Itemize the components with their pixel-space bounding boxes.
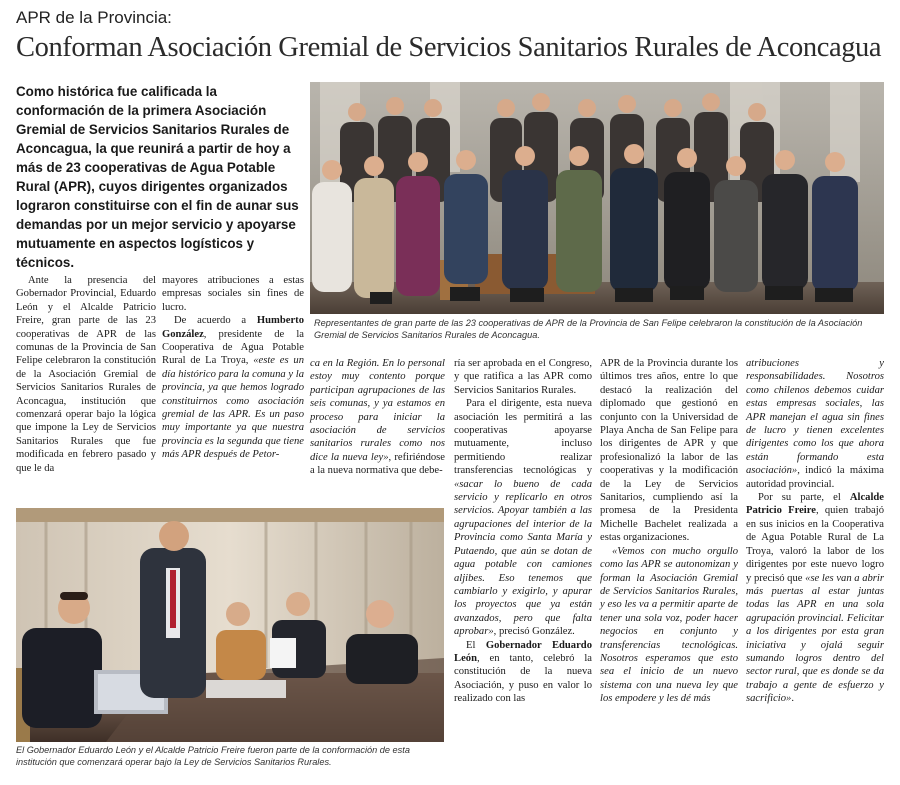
paragraph: ría ser aprobada en el Congreso, y que ratifica a las APR como Servicios Sanitarios Rurales. — [454, 358, 592, 396]
paragraph: mayores atribuciones a estas empresas sociales sin fines de lucro. — [162, 275, 304, 313]
body-column-5 — [600, 357, 738, 706]
quote: «este es un día histórico para la comuna y la provincia, ya que hemos logrado constituirnos como asociación gremial de las APR. Es un paso muy importante ya que nuestra provincia es la segunda que tiene más APR después de Petor- — [162, 355, 304, 461]
quote: «Vemos con mucho orgullo como las APR se autonomizan y forman la Asociación Gremial de Servicios Sanitarios Rurales, y eso les va a permitir aparte de tener una sola voz, poder hacer negocios en conjunto y transferencias tecnológicas. Nosotros esperamos que esto sea el inicio de un nuevo sistema con una nueva ley que los empodere y les dé más — [600, 545, 738, 705]
paragraph: Por su parte, el Alcalde Patricio Freire, quien trabajó en sus inicios en la Cooperativa de Agua Potable Rural de La Troya, valoró la labor de los dirigentes por este nuevo logro y precisó que «se les van a abrir más puertas al estar juntas todas las APR en una sola agrupación provincial. Felicitar a los dirigentes por esta gran iniciativa y ojalá seguir sumando logros dentro del sector rural, que es donde se da trabajo a gente de esfuerzo y sacrificio». — [746, 492, 884, 705]
section-label: APR de la Provincia: — [16, 8, 172, 27]
quote: ca en la Región. En lo personal estoy muy contento porque participan agrupaciones de las seis comunas, y ya estamos en proceso para iniciar la asociación de servicios sanitarios rurales como nos dice la nueva ley» — [310, 358, 445, 463]
body-column-4 — [454, 357, 592, 706]
officials-photo-caption: El Gobernador Eduardo León y el Alcalde Patricio Freire fueron parte de la conformación de esta institución que comenzará operar bajo la Ley de Servicios Sanitarios Rurales. — [16, 745, 410, 767]
paragraph: Ante la presencia del Gobernador Provincial, Eduardo León y el Alcalde Patricio Freire, gran parte de las 23 cooperativas de APR de las comunas de la Provincia de San Felipe celebraron la constitución de la Asociación Gremial de Servicios Sanitarios Rurales de Aconcagua, institución que comenzará operar bajo la lógica que impone la Ley de Servicios Sanitarios Rurales que fue modificada en febrero pasado y que le da — [16, 275, 156, 474]
paragraph: ca en la Región. En lo personal estoy muy contento porque participan agrupaciones de las seis comunas, y ya estamos en proceso para iniciar la asociación de servicios sanitarios rurales como nos dice la nueva ley», refiriéndose a la nueva normativa que debe- — [310, 358, 445, 477]
person-name: Humberto González — [162, 315, 304, 340]
paragraph: Para el dirigente, esta nueva asociación les permitirá a las cooperativas apoyarse mutuamente, incluso permitiendo realizar transferencias tecnológicas y «sacar lo bueno de cada servicio y replicarlo en otros servicios. Apoyar también a las agrupaciones del interior de la Provincia como Santa María y Putaendo, que aún se dotan de agua potable con camiones aljibes. Eso tenemos que cambiarlo y exigirlo, y apurar los proyectos que ya están avanzados, pero que falta aprobar», precisó González. — [454, 398, 592, 638]
paragraph — [600, 545, 738, 706]
officials-photo — [16, 508, 444, 742]
body-column-1 — [16, 274, 156, 475]
paragraph: APR de la Provincia durante los últimos tres años, entre lo que destacó la realización del diplomado que gestionó en conjunto con la Universidad de Playa Ancha de San Felipe para los dirigentes de APR y que profesionalizó la labor de las cooperativas y la modificación de la Ley de Servicios Sanitarios, cumpliendo así la promesa de la Presidenta Michelle Bachelet realizada a estas organizaciones. — [600, 358, 738, 544]
paragraph: atribuciones y responsabilidades. Nosotros como chilenos debemos cuidar estas empresas sociales, las APR manejan el agua sin fines de lucro y tienen excelentes dirigentes como los que ahora están formando esta asociación», indicó la máxima autoridad provincial. — [746, 358, 884, 490]
body-column-6 — [746, 357, 884, 706]
lead-paragraph: Como histórica fue calificada la conformación de la primera Asociación Gremial de Servicios Sanitarios Rurales de Aconcagua, la que reunirá a partir de hoy a más de 23 cooperativas de Agua Potable Rural (APR), cuyos dirigentes organizados lograron constituirse con el fin de aunar sus demandas por un mejor servicio y apoyarse mutuamente en aspectos logísticos y técnicos. — [16, 84, 299, 270]
headline: Conforman Asociación Gremial de Servicios Sanitarios Rurales de Aconcagua — [16, 32, 882, 63]
quote: «se les van a abrir más puertas al estar juntas todas las APR en una sola agrupación provincial. Felicitar a los dirigentes por esta gran iniciativa y ojalá seguir sumando logros dentro del sector rural, que es donde se da trabajo a gente de esfuerzo y sacrificio» — [746, 572, 884, 705]
group-photo-caption: Representantes de gran parte de las 23 cooperativas de APR de la Provincia de San Felipe celebraron la constitución de la Asociación Gremial de Servicios Sanitarios Rurales de Aconcagua. — [314, 318, 863, 340]
quote: «sacar lo bueno de cada servicio y replicarlo en otros servicios. Apoyar también a las agrupaciones del interior de la Provincia como Santa María y Putaendo, que aún se dotan de agua potable con camiones aljibes. Eso tenemos que cambiarlo y exigirlo, y apurar los proyectos que ya están avanzados, pero que falta aprobar» — [454, 478, 592, 638]
paragraph: De acuerdo a Humberto González, presidente de la Cooperativa de Agua Potable Rural de La Troya, «este es un día histórico para la comuna y la provincia, ya que hemos logrado constituirnos como asociación gremial de las APR. Es un paso muy importante ya que nuestra provincia es la segunda que tiene más APR después de Petor- — [162, 315, 304, 461]
group-photo — [310, 82, 884, 314]
body-column-3 — [310, 357, 445, 478]
person-name: Gobernador Eduardo León — [454, 639, 592, 664]
body-column-2 — [162, 274, 304, 462]
quote: atribuciones y responsabilidades. Nosotros como chilenos debemos cuidar estas empresas sociales, las APR manejan el agua sin fines de lucro y tienen excelentes dirigentes como los que ahora están formando esta asociación» — [746, 358, 884, 477]
paragraph: El Gobernador Eduardo León, en tanto, celebró la constitución de la nueva Asociación, y puso en valor lo realizado con las — [454, 639, 592, 705]
person-name: Alcalde Patricio Freire — [746, 492, 884, 517]
